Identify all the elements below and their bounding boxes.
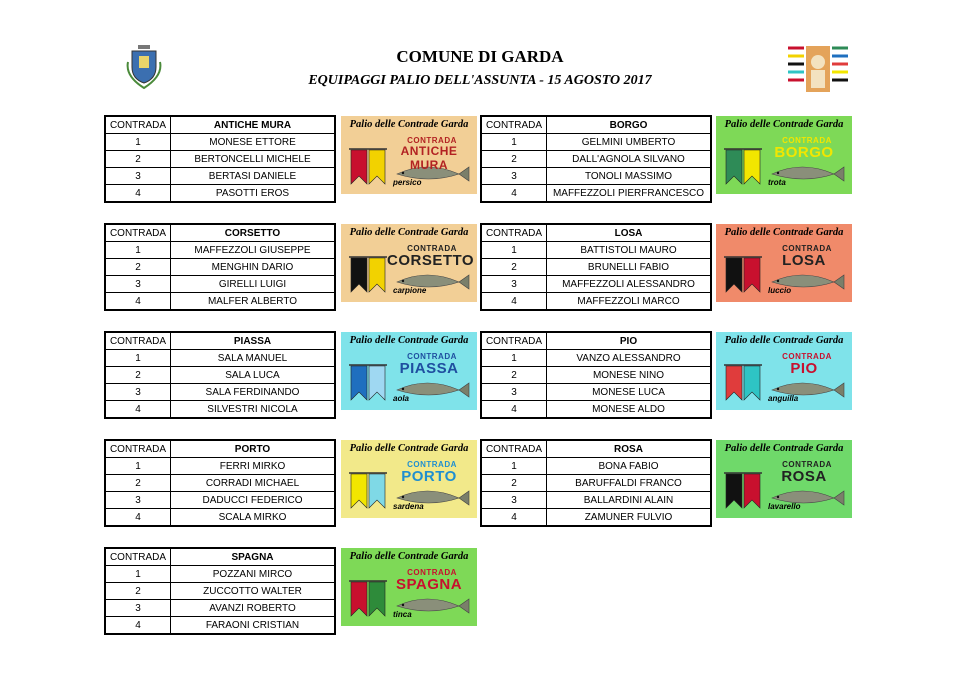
fish-name: trota [768, 178, 786, 187]
fish-name: luccio [768, 286, 792, 295]
table-row [106, 134, 335, 151]
card-title: Palio delle Contrade Garda [724, 119, 844, 130]
crew-member-name: VANZO ALESSANDRO [547, 350, 711, 367]
crew-member-name: DALL'AGNOLA SILVANO [547, 151, 711, 168]
card-contrada-label: CONTRADA [407, 244, 457, 253]
card-contrada-name: ROSA [781, 468, 827, 485]
table-row [106, 168, 335, 185]
crew-member-name: MONESE ETTORE [171, 134, 335, 151]
table-row [482, 350, 711, 367]
card-title: Palio delle Contrade Garda [349, 335, 469, 346]
contrada-name: SPAGNA [171, 549, 335, 566]
table-row [482, 259, 711, 276]
card-title: Palio delle Contrade Garda [349, 227, 469, 238]
table-row [106, 583, 335, 600]
table-row [106, 566, 335, 583]
card-contrada-name: SPAGNA [395, 576, 463, 593]
contrada-emblem-borgo [716, 116, 852, 194]
table-header-row [482, 441, 711, 458]
table-row [106, 384, 335, 401]
crew-member-name: MALFER ALBERTO [171, 293, 335, 310]
fish-name: aola [393, 394, 410, 403]
crew-member-name: BARUFFALDI FRANCO [547, 475, 711, 492]
crew-number: 4 [482, 401, 547, 418]
crew-number: 4 [482, 509, 547, 526]
crew-member-name: SILVESTRI NICOLA [171, 401, 335, 418]
crew-table [481, 224, 711, 310]
crew-member-name: FARAONI CRISTIAN [171, 617, 335, 634]
crew-number: 3 [106, 384, 171, 401]
crew-member-name: ZAMUNER FULVIO [547, 509, 711, 526]
crew-table [105, 332, 335, 418]
crew-member-name: MAFFEZZOLI MARCO [547, 293, 711, 310]
card-title: Palio delle Contrade Garda [724, 227, 844, 238]
fish-name: anguilla [768, 394, 799, 403]
crew-number: 2 [106, 259, 171, 276]
palio-logo-icon [786, 42, 850, 96]
pennant-icon [726, 258, 742, 292]
table-header-row [482, 117, 711, 134]
crew-member-name: SALA LUCA [171, 367, 335, 384]
crew-number: 4 [106, 617, 171, 634]
crew-number: 2 [106, 151, 171, 168]
crew-table [481, 440, 711, 526]
crew-number: 3 [106, 276, 171, 293]
table-row [482, 458, 711, 475]
crew-member-name: MENGHIN DARIO [171, 259, 335, 276]
crew-member-name: SCALA MIRKO [171, 509, 335, 526]
crew-number: 4 [106, 401, 171, 418]
contrada-name: CORSETTO [171, 225, 335, 242]
pennant-icon [369, 582, 385, 616]
contrada-label: CONTRADA [482, 441, 547, 458]
crew-table [105, 548, 335, 634]
contrada-label: CONTRADA [106, 549, 171, 566]
crew-member-name: BONA FABIO [547, 458, 711, 475]
table-row [106, 259, 335, 276]
crew-table [105, 224, 335, 310]
crew-member-name: MAFFEZZOLI GIUSEPPE [171, 242, 335, 259]
contrada-name: LOSA [547, 225, 711, 242]
pennant-icon [351, 366, 367, 400]
crew-member-name: MONESE LUCA [547, 384, 711, 401]
pennant-icon [726, 150, 742, 184]
table-row [106, 492, 335, 509]
card-contrada-label: CONTRADA [407, 136, 457, 145]
crew-number: 2 [106, 367, 171, 384]
table-header-row [106, 333, 335, 350]
fish-name: lavarello [768, 502, 801, 511]
pennant-icon [744, 258, 760, 292]
pennant-icon [351, 582, 367, 616]
crew-number: 4 [106, 509, 171, 526]
card-title: Palio delle Contrade Garda [724, 443, 844, 454]
crew-table [105, 440, 335, 526]
card-contrada-name: BORGO [774, 144, 834, 161]
table-row [106, 185, 335, 202]
crew-member-name: MONESE ALDO [547, 401, 711, 418]
card-contrada-name: PIASSA [399, 360, 459, 377]
crew-number: 2 [482, 259, 547, 276]
contrada-label: CONTRADA [106, 117, 171, 134]
crew-number: 4 [106, 185, 171, 202]
table-row [482, 276, 711, 293]
crew-member-name: BERTONCELLI MICHELE [171, 151, 335, 168]
pennant-icon [351, 150, 367, 184]
contrada-label: CONTRADA [482, 117, 547, 134]
card-contrada-name: CORSETTO [387, 252, 475, 269]
crew-member-name: TONOLI MASSIMO [547, 168, 711, 185]
crew-member-name: SALA MANUEL [171, 350, 335, 367]
contrada-emblem-piassa [341, 332, 477, 410]
crew-number: 2 [106, 583, 171, 600]
contrada-emblem-porto [341, 440, 477, 518]
card-title: Palio delle Contrade Garda [349, 551, 469, 562]
pennant-icon [726, 474, 742, 508]
table-row [482, 401, 711, 418]
card-contrada-label: CONTRADA [782, 460, 832, 469]
crew-table-borgo [481, 116, 711, 202]
card-title: Palio delle Contrade Garda [349, 443, 469, 454]
fish-name: tinca [393, 610, 412, 619]
table-row [106, 509, 335, 526]
pennant-icon [744, 474, 760, 508]
card-contrada-name: PIO [790, 360, 818, 377]
crew-number: 3 [106, 492, 171, 509]
table-row [106, 242, 335, 259]
crew-member-name: GIRELLI LUIGI [171, 276, 335, 293]
crew-number: 4 [106, 293, 171, 310]
contrada-emblem-losa [716, 224, 852, 302]
crew-number: 1 [106, 458, 171, 475]
crew-number: 3 [106, 600, 171, 617]
table-row [482, 293, 711, 310]
crew-number: 1 [106, 134, 171, 151]
crew-number: 3 [106, 168, 171, 185]
crew-number: 1 [482, 134, 547, 151]
card-contrada-label: CONTRADA [407, 352, 457, 361]
crew-member-name: AVANZI ROBERTO [171, 600, 335, 617]
card-contrada-label: CONTRADA [782, 136, 832, 145]
card-contrada-name: ANTICHE MURA [400, 144, 458, 172]
table-row [106, 293, 335, 310]
table-row [482, 168, 711, 185]
contrada-emblem-corsetto [341, 224, 477, 302]
table-row [106, 151, 335, 168]
crew-table [481, 332, 711, 418]
table-header-row [106, 117, 335, 134]
contrada-label: CONTRADA [106, 225, 171, 242]
crew-member-name: MONESE NINO [547, 367, 711, 384]
crew-table-antiche-mura [105, 116, 335, 202]
table-header-row [106, 225, 335, 242]
table-header-row [106, 549, 335, 566]
pennant-icon [351, 474, 367, 508]
crew-table-losa [481, 224, 711, 310]
crew-table-porto [105, 440, 335, 526]
table-row [482, 509, 711, 526]
crew-number: 2 [482, 475, 547, 492]
page-subtitle: EQUIPAGGI PALIO DELL'ASSUNTA - 15 AGOSTO 2017 [308, 73, 652, 88]
contrada-name: ROSA [547, 441, 711, 458]
fish-name: persico [393, 178, 422, 187]
table-row [106, 600, 335, 617]
table-row [482, 151, 711, 168]
crew-number: 4 [482, 185, 547, 202]
table-row [106, 367, 335, 384]
crew-number: 2 [106, 475, 171, 492]
fish-name: carpione [393, 286, 427, 295]
crew-table-pio [481, 332, 711, 418]
crew-member-name: FERRI MIRKO [171, 458, 335, 475]
table-row [482, 492, 711, 509]
contrada-emblem-antiche-mura [341, 116, 477, 194]
crew-number: 2 [482, 367, 547, 384]
contrada-label: CONTRADA [482, 333, 547, 350]
table-row [106, 401, 335, 418]
crew-table [105, 116, 335, 202]
crew-number: 4 [482, 293, 547, 310]
card-title: Palio delle Contrade Garda [349, 119, 469, 130]
page-title: COMUNE DI GARDA [396, 47, 564, 66]
crew-number: 1 [482, 350, 547, 367]
crew-member-name: DADUCCI FEDERICO [171, 492, 335, 509]
table-row [482, 185, 711, 202]
pennant-icon [369, 258, 385, 292]
crew-member-name: SALA FERDINANDO [171, 384, 335, 401]
table-row [106, 276, 335, 293]
contrada-name: PIO [547, 333, 711, 350]
table-header-row [482, 225, 711, 242]
pennant-icon [369, 150, 385, 184]
crew-member-name: POZZANI MIRCO [171, 566, 335, 583]
crew-table-spagna [105, 548, 335, 634]
crew-number: 3 [482, 276, 547, 293]
table-row [482, 134, 711, 151]
fish-name: sardena [393, 502, 424, 511]
contrada-emblem-spagna [341, 548, 477, 626]
table-row [106, 475, 335, 492]
card-contrada-label: CONTRADA [407, 460, 457, 469]
pennant-icon [369, 474, 385, 508]
contrada-name: ANTICHE MURA [171, 117, 335, 134]
card-contrada-label: CONTRADA [407, 568, 457, 577]
crew-number: 1 [482, 458, 547, 475]
contrada-name: PIASSA [171, 333, 335, 350]
contrada-label: CONTRADA [106, 333, 171, 350]
table-row [482, 367, 711, 384]
crew-member-name: MAFFEZZOLI ALESSANDRO [547, 276, 711, 293]
crew-member-name: MAFFEZZOLI PIERFRANCESCO [547, 185, 711, 202]
crew-table-rosa [481, 440, 711, 526]
crew-member-name: CORRADI MICHAEL [171, 475, 335, 492]
crew-number: 1 [106, 350, 171, 367]
contrada-emblem-rosa [716, 440, 852, 518]
table-row [106, 350, 335, 367]
crew-number: 1 [482, 242, 547, 259]
card-contrada-label: CONTRADA [782, 352, 832, 361]
crew-member-name: ZUCCOTTO WALTER [171, 583, 335, 600]
pennant-icon [369, 366, 385, 400]
crew-member-name: GELMINI UMBERTO [547, 134, 711, 151]
pennant-icon [351, 258, 367, 292]
crew-table-corsetto [105, 224, 335, 310]
crew-number: 3 [482, 492, 547, 509]
pennant-icon [744, 150, 760, 184]
table-row [482, 384, 711, 401]
card-contrada-label: CONTRADA [782, 244, 832, 253]
crew-table-piassa [105, 332, 335, 418]
crew-member-name: PASOTTI EROS [171, 185, 335, 202]
table-header-row [482, 333, 711, 350]
table-row [106, 617, 335, 634]
table-row [482, 242, 711, 259]
crew-member-name: BRUNELLI FABIO [547, 259, 711, 276]
contrada-emblem-pio [716, 332, 852, 410]
crew-number: 3 [482, 168, 547, 185]
crew-number: 2 [482, 151, 547, 168]
contrada-name: PORTO [171, 441, 335, 458]
crew-number: 1 [106, 566, 171, 583]
crew-member-name: BATTISTOLI MAURO [547, 242, 711, 259]
contrada-label: CONTRADA [106, 441, 171, 458]
card-contrada-name: PORTO [401, 468, 457, 485]
contrada-label: CONTRADA [482, 225, 547, 242]
pennant-icon [744, 366, 760, 400]
crew-member-name: BALLARDINI ALAIN [547, 492, 711, 509]
pennant-icon [726, 366, 742, 400]
crew-member-name: BERTASI DANIELE [171, 168, 335, 185]
crew-number: 1 [106, 242, 171, 259]
contrada-name: BORGO [547, 117, 711, 134]
table-header-row [106, 441, 335, 458]
card-title: Palio delle Contrade Garda [724, 335, 844, 346]
card-contrada-name: LOSA [782, 252, 826, 269]
table-row [106, 458, 335, 475]
crew-table [481, 116, 711, 202]
crew-number: 3 [482, 384, 547, 401]
table-row [482, 475, 711, 492]
